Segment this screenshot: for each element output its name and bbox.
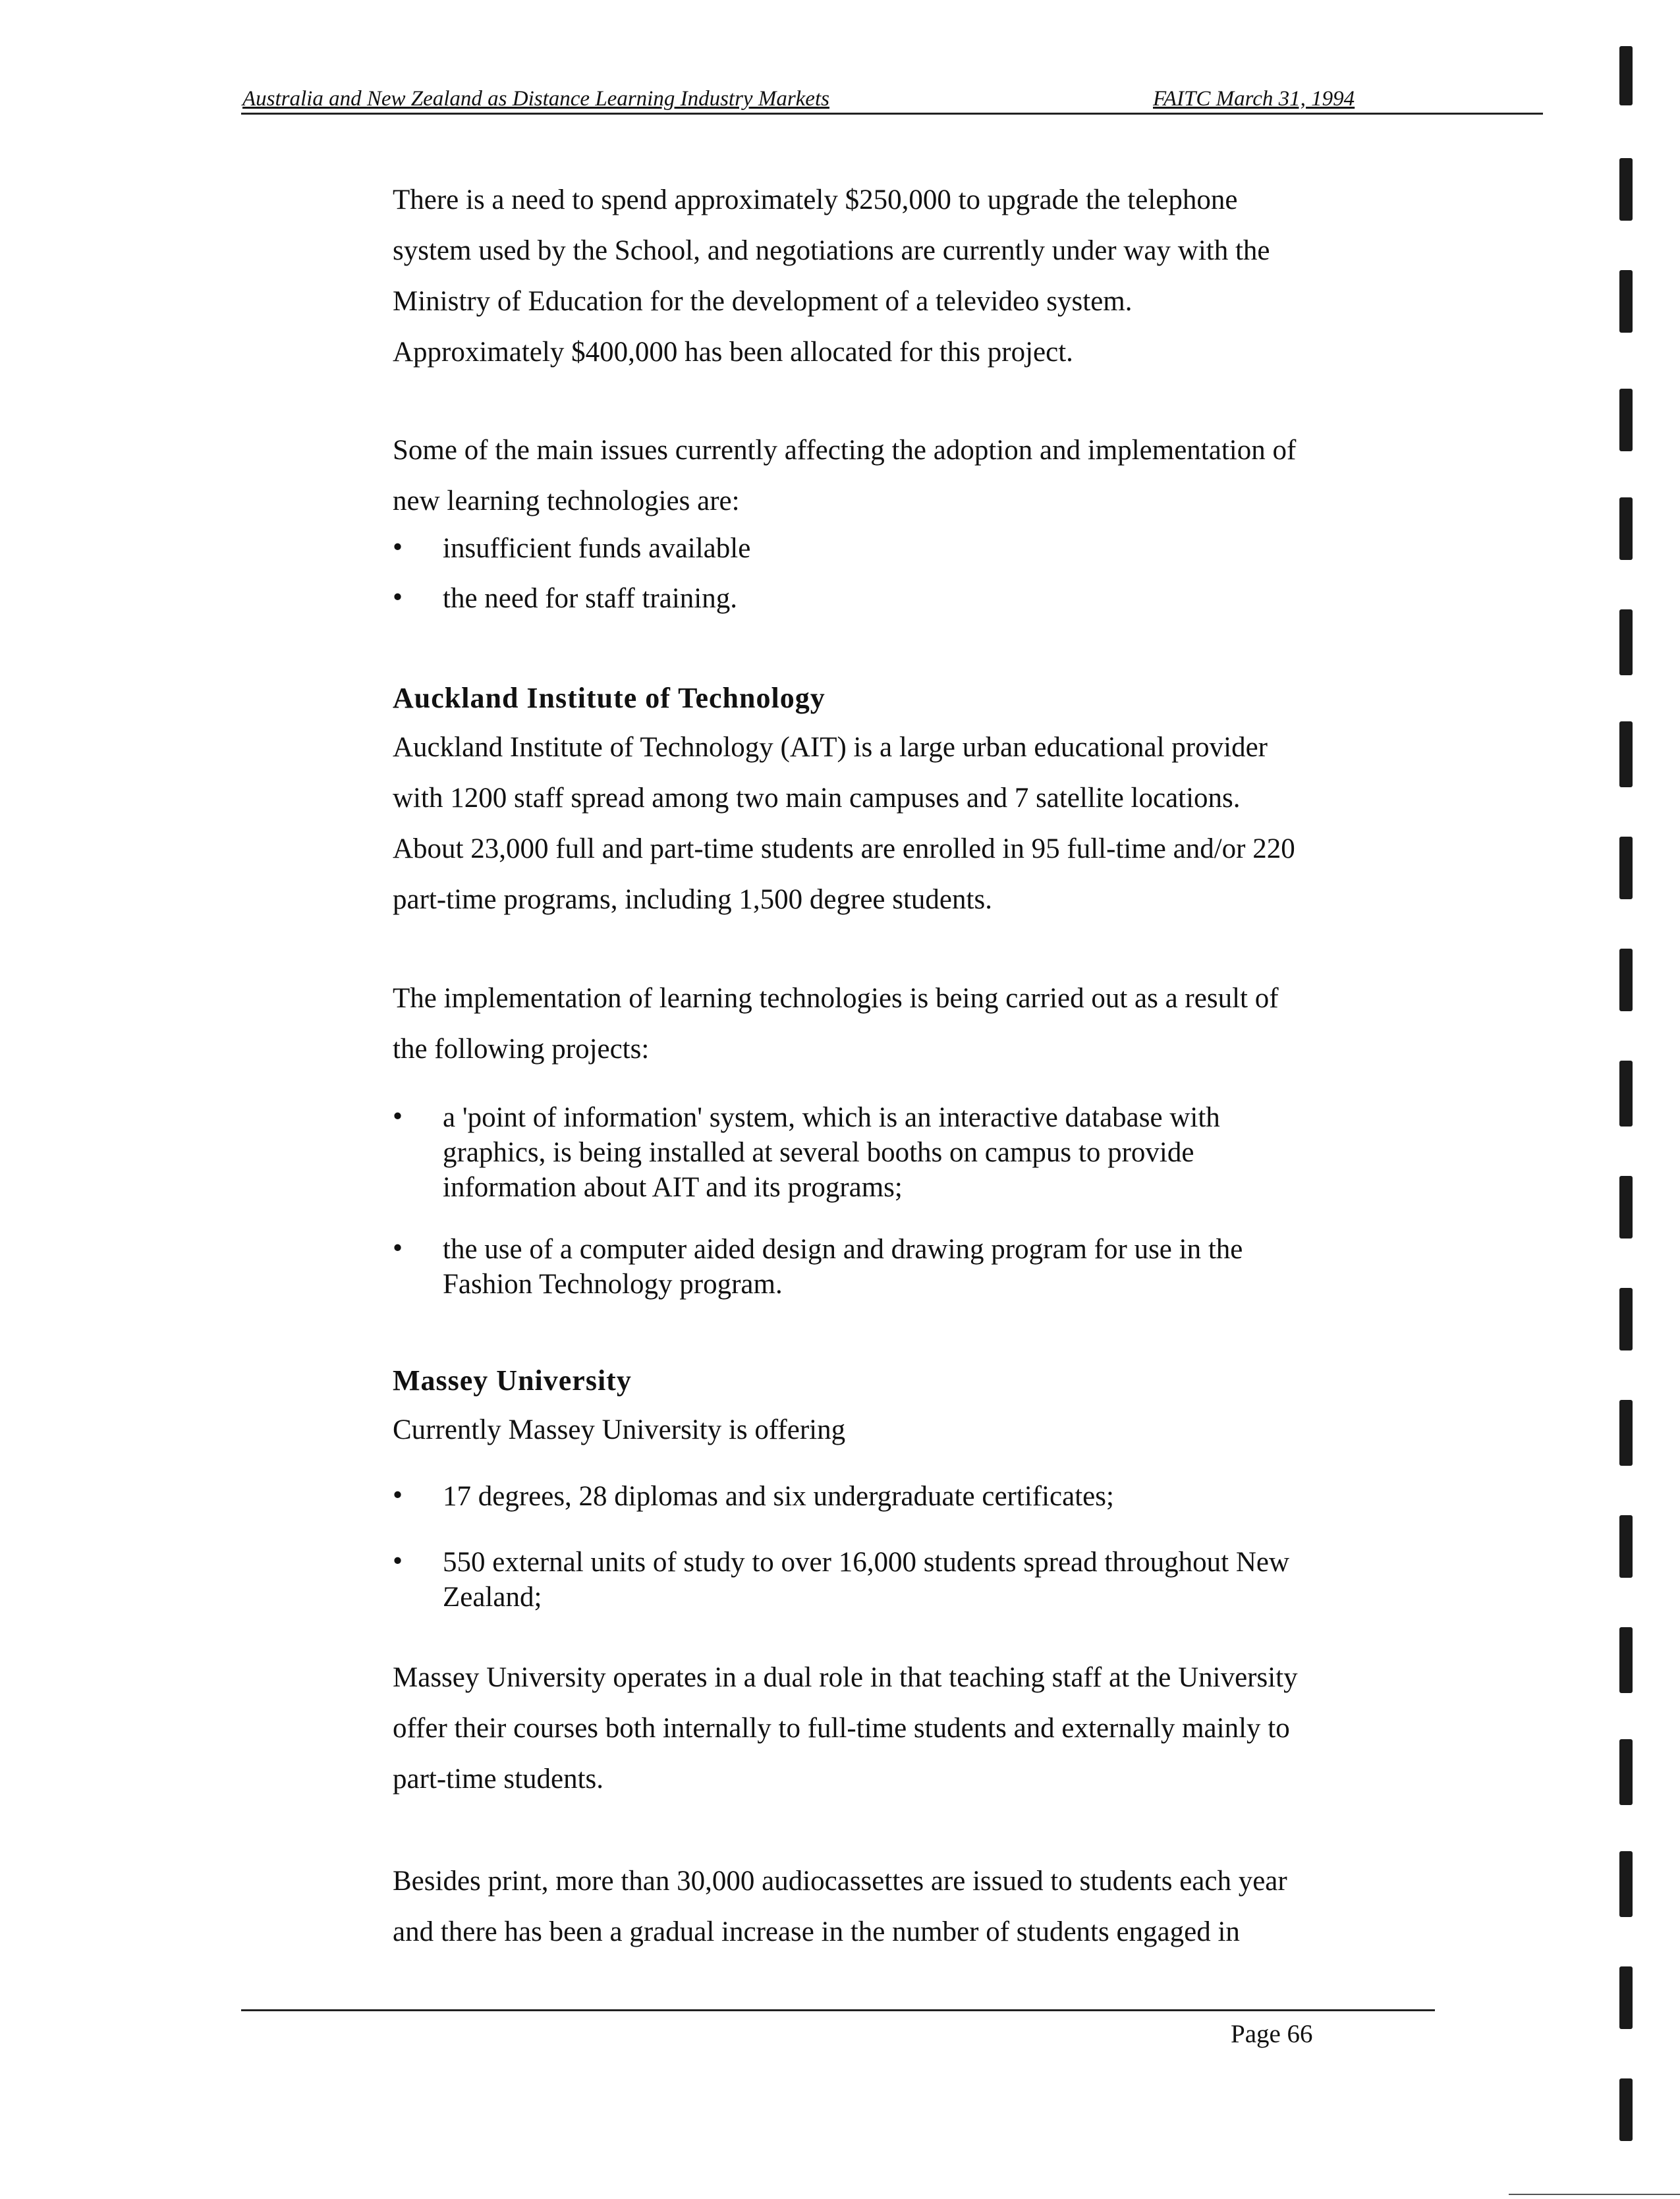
binder-mark	[1619, 609, 1633, 675]
list-item-text	[443, 1232, 1243, 1302]
issues-paragraph	[393, 425, 1296, 526]
binder-mark	[1619, 1739, 1633, 1805]
text-line: 17 degrees, 28 diplomas and six undergraduate certificates;	[443, 1481, 1114, 1512]
bullet-glyph: •	[393, 1480, 403, 1511]
text-line: a 'point of information' system, which is an interactive database with	[443, 1102, 1220, 1133]
text-line: Ministry of Education for the development of a televideo system.	[393, 286, 1133, 317]
binder-mark	[1619, 497, 1633, 560]
text-line: Approximately $400,000 has been allocated for this project.	[393, 337, 1073, 368]
list-item-text	[443, 1545, 1289, 1615]
text-line: part-time students.	[393, 1764, 604, 1795]
text-line: The implementation of learning technologies is being carried out as a result of	[393, 983, 1279, 1014]
binder-mark	[1619, 1966, 1633, 2029]
binder-mark	[1619, 389, 1633, 451]
text-line: new learning technologies are:	[393, 486, 740, 516]
running-header-left: Australia and New Zealand as Distance Learning Industry Markets	[242, 87, 829, 111]
text-line: Auckland Institute of Technology (AIT) is a large urban educational provider	[393, 732, 1268, 763]
header-rule	[241, 113, 1543, 115]
text-line: graphics, is being installed at several booths on campus to provide	[443, 1137, 1194, 1168]
page-number: Page 66	[1231, 2020, 1313, 2048]
ait-paragraph-2	[393, 973, 1279, 1074]
text-line: the following projects:	[393, 1034, 650, 1065]
text-line: Some of the main issues currently affecting the adoption and implementation of	[393, 435, 1297, 466]
bottom-edge-rule	[1509, 2194, 1680, 2195]
binder-mark	[1619, 721, 1633, 787]
binder-mark	[1619, 1400, 1633, 1466]
text-line: Massey University operates in a dual role in that teaching staff at the University	[393, 1662, 1298, 1693]
list-item-text	[443, 1479, 1114, 1514]
footer-rule	[241, 2009, 1435, 2011]
text-line: the use of a computer aided design and drawing program for use in the	[443, 1234, 1243, 1265]
binder-mark	[1619, 46, 1633, 105]
list-item-text	[443, 1100, 1220, 1205]
binder-mark	[1619, 270, 1633, 333]
binder-mark	[1619, 1515, 1633, 1578]
bullet-glyph: •	[393, 532, 403, 563]
intro-paragraph	[393, 175, 1270, 377]
massey-intro: Currently Massey University is offering	[393, 1414, 846, 1445]
text-line: offer their courses both internally to full-time students and externally mainly to	[393, 1713, 1290, 1744]
list-item-text: the need for staff training.	[443, 583, 737, 614]
binder-mark	[1619, 1288, 1633, 1350]
text-line: system used by the School, and negotiations are currently under way with the	[393, 235, 1270, 266]
massey-paragraph-1	[393, 1652, 1298, 1804]
ait-paragraph-1	[393, 722, 1295, 925]
section-heading-ait: Auckland Institute of Technology	[393, 682, 826, 714]
section-heading-massey: Massey University	[393, 1364, 632, 1397]
list-item-text: insufficient funds available	[443, 533, 751, 564]
binder-mark	[1619, 949, 1633, 1011]
binder-mark	[1619, 158, 1633, 221]
text-line: Fashion Technology program.	[443, 1269, 783, 1300]
text-line: with 1200 staff spread among two main campuses and 7 satellite locations.	[393, 783, 1241, 814]
massey-paragraph-2	[393, 1856, 1287, 1957]
text-line: and there has been a gradual increase in the number of students engaged in	[393, 1916, 1240, 1947]
bullet-glyph: •	[393, 1101, 403, 1132]
binder-mark	[1619, 1627, 1633, 1693]
text-line: information about AIT and its programs;	[443, 1172, 903, 1203]
text-line: About 23,000 full and part-time students are enrolled in 95 full-time and/or 220	[393, 833, 1295, 864]
running-header-right: FAITC March 31, 1994	[1153, 87, 1355, 111]
text-line: part-time programs, including 1,500 degree students.	[393, 884, 992, 915]
binder-mark	[1619, 837, 1633, 899]
bullet-glyph: •	[393, 1545, 403, 1576]
binder-mark	[1619, 2078, 1633, 2141]
text-line: There is a need to spend approximately $250,000 to upgrade the telephone	[393, 184, 1238, 215]
text-line: Zealand;	[443, 1582, 542, 1613]
binder-mark	[1619, 1851, 1633, 1917]
bullet-glyph: •	[393, 1233, 403, 1264]
text-line: 550 external units of study to over 16,000 students spread throughout New	[443, 1547, 1290, 1578]
binder-mark	[1619, 1061, 1633, 1127]
binder-mark	[1619, 1176, 1633, 1239]
text-line: Besides print, more than 30,000 audiocassettes are issued to students each year	[393, 1866, 1287, 1897]
bullet-glyph: •	[393, 582, 403, 613]
